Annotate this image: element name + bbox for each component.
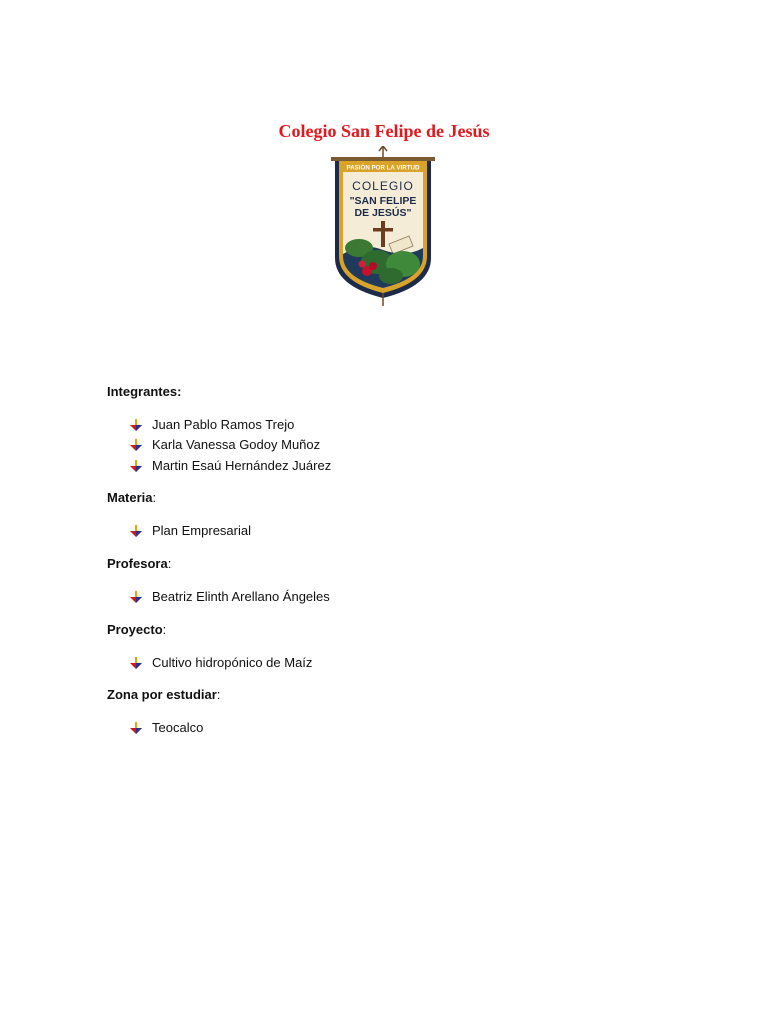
school-crest-banner-icon xyxy=(329,146,437,306)
arrow-bullet-icon xyxy=(130,419,142,431)
section-label-integrantes: Integrantes: xyxy=(107,384,182,399)
section-label-materia: Materia: xyxy=(107,490,157,505)
page-title: Colegio San Felipe de Jesús xyxy=(278,121,490,141)
arrow-bullet-icon xyxy=(130,591,142,603)
arrow-bullet-icon xyxy=(130,525,142,537)
list-item: Plan Empresarial xyxy=(130,523,251,539)
arrow-bullet-icon xyxy=(130,722,142,734)
list-item: Juan Pablo Ramos Trejo xyxy=(130,417,294,433)
crest-line-1: COLEGIO xyxy=(352,179,414,193)
arrow-bullet-icon xyxy=(130,460,142,472)
crest-line-2: "SAN FELIPE xyxy=(349,195,417,207)
list-item: Karla Vanessa Godoy Muñoz xyxy=(130,437,320,453)
section-label-proyecto: Proyecto: xyxy=(107,622,167,637)
arrow-bullet-icon xyxy=(130,439,142,451)
section-label-profesora: Profesora: xyxy=(107,556,172,571)
section-label-zona: Zona por estudiar: xyxy=(107,687,221,702)
crest-line-3: DE JESÚS" xyxy=(354,207,412,219)
arrow-bullet-icon xyxy=(130,657,142,669)
list-item: Teocalco xyxy=(130,720,203,736)
list-item: Cultivo hidropónico de Maíz xyxy=(130,655,312,671)
list-item: Beatriz Elinth Arellano Ángeles xyxy=(130,589,330,605)
crest-motto: PASIÓN POR LA VIRTUD xyxy=(346,164,420,172)
list-item: Martin Esaú Hernández Juárez xyxy=(130,458,331,474)
